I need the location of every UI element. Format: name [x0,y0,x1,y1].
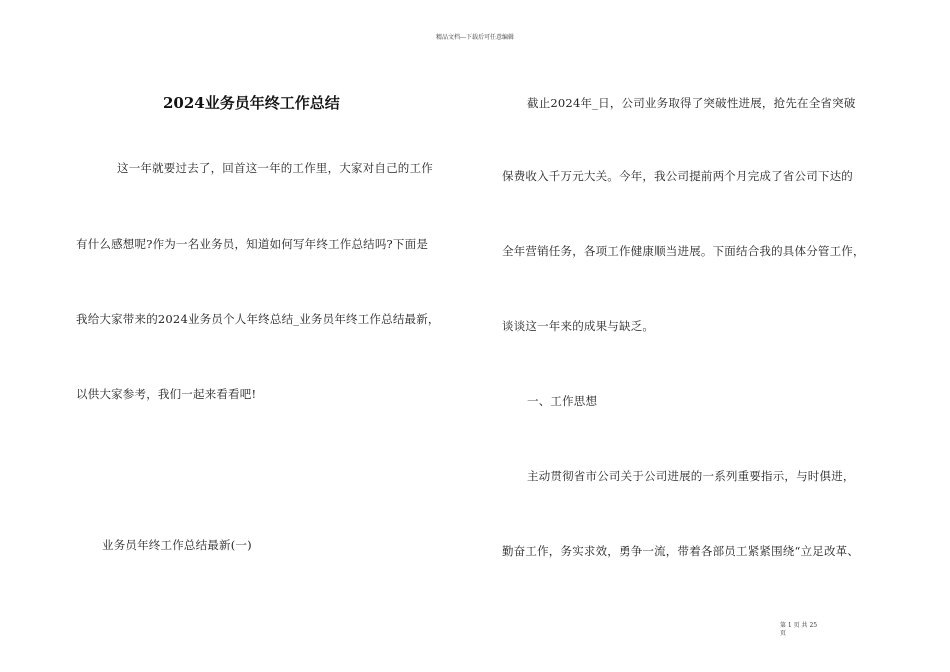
paragraph-line: 全年营销任务，各项工作健康顺当进展。下面结合我的具体分管工作， [502,244,865,258]
section-heading: 业务员年终工作总结最新(一) [102,538,252,552]
paragraph-line: 截止2024年_日，公司业务取得了突破性进展，抢先在全省突破 [527,96,856,110]
paragraph-line: 主动贯彻省市公司关于公司进展的一系列重要指示，与时俱进， [527,469,855,483]
page-number-line: 第 1 页 共 25 [780,622,818,629]
page-number [780,622,817,638]
paragraph-line: 保费收入千万元大关。今年，我公司提前两个月完成了省公司下达的 [502,169,853,183]
paragraph-line: 有什么感想呢?作为一名业务员，知道如何写年终工作总结吗?下面是 [76,237,429,251]
paragraph-line: 我给大家带来的2024业务员个人年终总结_业务员年终工作总结最新， [76,312,440,326]
paragraph-line: 这一年就要过去了，回首这一年的工作里，大家对自己的工作 [117,161,433,175]
section-heading: 一、工作思想 [527,394,598,408]
paragraph-line: 勤奋工作，务实求效，勇争一流，带着各部员工紧紧围绕“立足改革、 [502,544,860,558]
paragraph-line: 谈谈这一年来的成果与缺乏。 [502,319,655,333]
paragraph-line: 以供大家参考，我们一起来看看吧! [76,387,257,401]
page-number-line: 页 [780,630,787,637]
page-header: 精品文档---下载后可任意编辑 [435,34,515,41]
document-title: 2024业务员年终工作总结 [163,94,340,112]
